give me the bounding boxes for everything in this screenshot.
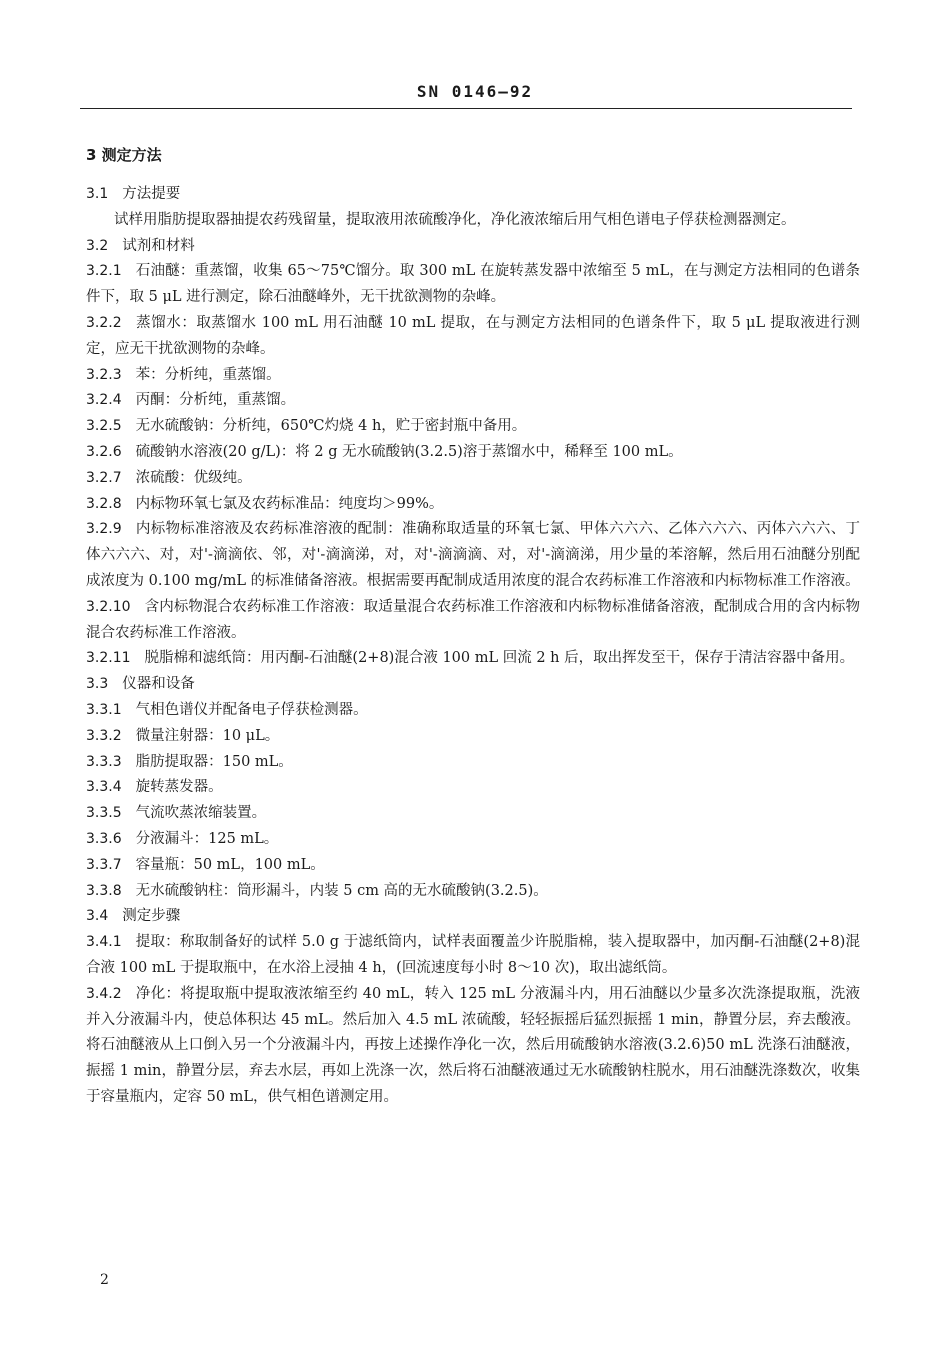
clause-number: 3.2.1: [86, 263, 122, 280]
clause-text: 气相色谱仪并配备电子俘获检测器。: [135, 701, 368, 718]
paragraph: [86, 982, 860, 1111]
clause-text: 浓硫酸：优级纯。: [135, 469, 252, 486]
clause-number: 3.2: [86, 237, 109, 254]
paragraph: [86, 363, 860, 389]
paragraph: [86, 388, 860, 414]
clause-number: 3.3.2: [86, 727, 122, 744]
clause-text: 含内标物混合农药标准工作溶液：取适量混合农药标准工作溶液和内标物标准储备溶液，配制成合用的含内标物混合农药标准工作溶液。: [86, 598, 860, 641]
clause-text: 微量注射器：10 μL。: [135, 727, 280, 744]
clause-number: 3.2.11: [86, 650, 131, 667]
clause-number: 3.2.6: [86, 443, 122, 460]
clause-text: 石油醚：重蒸馏，收集 65～75℃馏分。取 300 mL 在旋转蒸发器中浓缩至 5 mL，在与测定方法相同的色谱条件下，取 5 μL 进行测定，除石油醚峰外，无干扰欲测物的杂峰。: [86, 263, 860, 306]
clause-text: 净化：将提取瓶中提取液浓缩至约 40 mL，转入 125 mL 分液漏斗内，用石油醚以少量多次洗涤提取瓶，洗液并入分液漏斗内，使总体积达 45 mL。然后加入 4.5 mL 浓硫酸，轻轻振摇后猛烈振摇 1 min，静置分层，弃去酸液。将石油醚液从上口倒入另一个分液漏斗内，再按上述操作净化一次，然后用硫酸钠水溶液(3.2.6)50 mL 洗涤石油醚液，振摇 1 min，静置分层，弃去水层，再如上洗涤一次，然后将石油醚液通过无水硫酸钠柱脱水，用石油醚洗涤数次，收集于容量瓶内，定容 50 mL，供气相色谱测定用。: [86, 985, 860, 1105]
paragraph-list: [86, 182, 860, 1111]
paragraph: [86, 724, 860, 750]
clause-number: 3.1: [86, 186, 109, 202]
paragraph: [86, 775, 860, 801]
clause-number: 3.2.2: [86, 314, 122, 331]
section-title: 3 测定方法: [86, 146, 162, 164]
clause-text: 脱脂棉和滤纸筒：用丙酮-石油醚(2+8)混合液 100 mL 回流 2 h 后，取出挥发至干，保存于清洁容器中备用。: [144, 650, 855, 667]
clause-number: 3.3.7: [86, 856, 122, 873]
clause-number: 3.2.4: [86, 392, 122, 409]
clause-number: 3.2.9: [86, 521, 122, 538]
paragraph: [86, 182, 860, 208]
clause-text: 蒸馏水：取蒸馏水 100 mL 用石油醚 10 mL 提取，在与测定方法相同的色谱条件下，取 5 μL 提取液进行测定，应无干扰欲测物的杂峰。: [86, 314, 860, 357]
clause-text: 仪器和设备: [122, 676, 195, 693]
clause-text: 旋转蒸发器。: [135, 779, 223, 796]
clause-number: 3.3.5: [86, 805, 122, 822]
paragraph: [86, 904, 860, 930]
header-rule: [80, 108, 852, 109]
paragraph: [86, 750, 860, 776]
paragraph: [86, 414, 860, 440]
clause-text: 内标物标准溶液及农药标准溶液的配制：准确称取适量的环氧七氯、甲体六六六、乙体六六六、丙体六六六、丁体六六六、对，对'-滴滴依、邻，对'-滴滴涕，对，对'-滴滴滴、对，对'-滴滴涕，用少量的苯溶解，然后用石油醚分别配成浓度为 0.100 mg/mL 的标准储备溶液。根据需要再配制成适用浓度的混合农药标准工作溶液和内标物标准工作溶液。: [86, 521, 860, 589]
clause-number: 3.3.6: [86, 830, 122, 847]
paragraph: [86, 801, 860, 827]
clause-number: 3.2.5: [86, 418, 122, 435]
paragraph: [86, 466, 860, 492]
clause-text: 无水硫酸钠柱：筒形漏斗，内装 5 cm 高的无水硫酸钠(3.2.5)。: [135, 882, 548, 899]
clause-text: 容量瓶：50 mL，100 mL。: [135, 856, 325, 873]
paragraph: [86, 646, 860, 672]
clause-number: 3.4.2: [86, 985, 122, 1002]
document-body: [86, 142, 860, 1111]
paragraph: [86, 672, 860, 698]
clause-number: 3.3.8: [86, 882, 122, 899]
clause-number: 3.3.3: [86, 753, 122, 770]
clause-number: 3.2.8: [86, 495, 122, 512]
clause-number: 3.2.3: [86, 366, 122, 383]
clause-text: 气流吹蒸浓缩装置。: [135, 805, 267, 822]
page-header-code: SN 0146—92: [416, 82, 534, 101]
paragraph: [86, 259, 860, 311]
clause-text: 苯：分析纯，重蒸馏。: [135, 366, 281, 383]
clause-number: 3.3.4: [86, 779, 122, 796]
paragraph: [86, 698, 860, 724]
clause-text: 方法提要: [122, 186, 181, 202]
clause-number: 3.2.7: [86, 469, 122, 486]
page-number: 2: [100, 1272, 109, 1288]
clause-number: 3.2.10: [86, 598, 131, 615]
paragraph: [86, 595, 860, 647]
clause-text: 分液漏斗：125 mL。: [135, 830, 279, 847]
clause-text: 硫酸钠水溶液(20 g/L)：将 2 g 无水硫酸钠(3.2.5)溶于蒸馏水中，稀释至 100 mL。: [135, 443, 683, 460]
paragraph: [86, 208, 860, 234]
clause-text: 丙酮：分析纯，重蒸馏。: [135, 392, 296, 409]
clause-number: 3.3.1: [86, 701, 122, 718]
clause-text: 无水硫酸钠：分析纯，650℃灼烧 4 h，贮于密封瓶中备用。: [135, 418, 527, 435]
clause-text: 脂肪提取器：150 mL。: [135, 753, 293, 770]
clause-number: 3.4.1: [86, 934, 122, 951]
clause-text: 内标物环氧七氯及农药标准品：纯度均＞99%。: [135, 495, 444, 512]
paragraph: [86, 930, 860, 982]
clause-text: 试剂和材料: [122, 237, 195, 254]
paragraph: [86, 492, 860, 518]
paragraph: [86, 311, 860, 363]
clause-text: 测定步骤: [122, 908, 181, 925]
paragraph: [86, 853, 860, 879]
clause-number: 3.4: [86, 908, 109, 925]
clause-text: 提取：称取制备好的试样 5.0 g 于滤纸筒内，试样表面覆盖少许脱脂棉，装入提取器中，加丙酮-石油醚(2+8)混合液 100 mL 于提取瓶中，在水浴上浸抽 4 h，(回流速度每小时 8～10 次)，取出滤纸筒。: [86, 934, 860, 976]
paragraph: [86, 879, 860, 905]
clause-number: 3.3: [86, 676, 109, 693]
paragraph: [86, 234, 860, 260]
clause-text: 试样用脂肪提取器抽提农药残留量，提取液用浓硫酸净化，净化液浓缩后用气相色谱电子俘获检测器测定。: [114, 211, 796, 228]
paragraph: [86, 827, 860, 853]
paragraph: [86, 517, 860, 594]
paragraph: [86, 440, 860, 466]
